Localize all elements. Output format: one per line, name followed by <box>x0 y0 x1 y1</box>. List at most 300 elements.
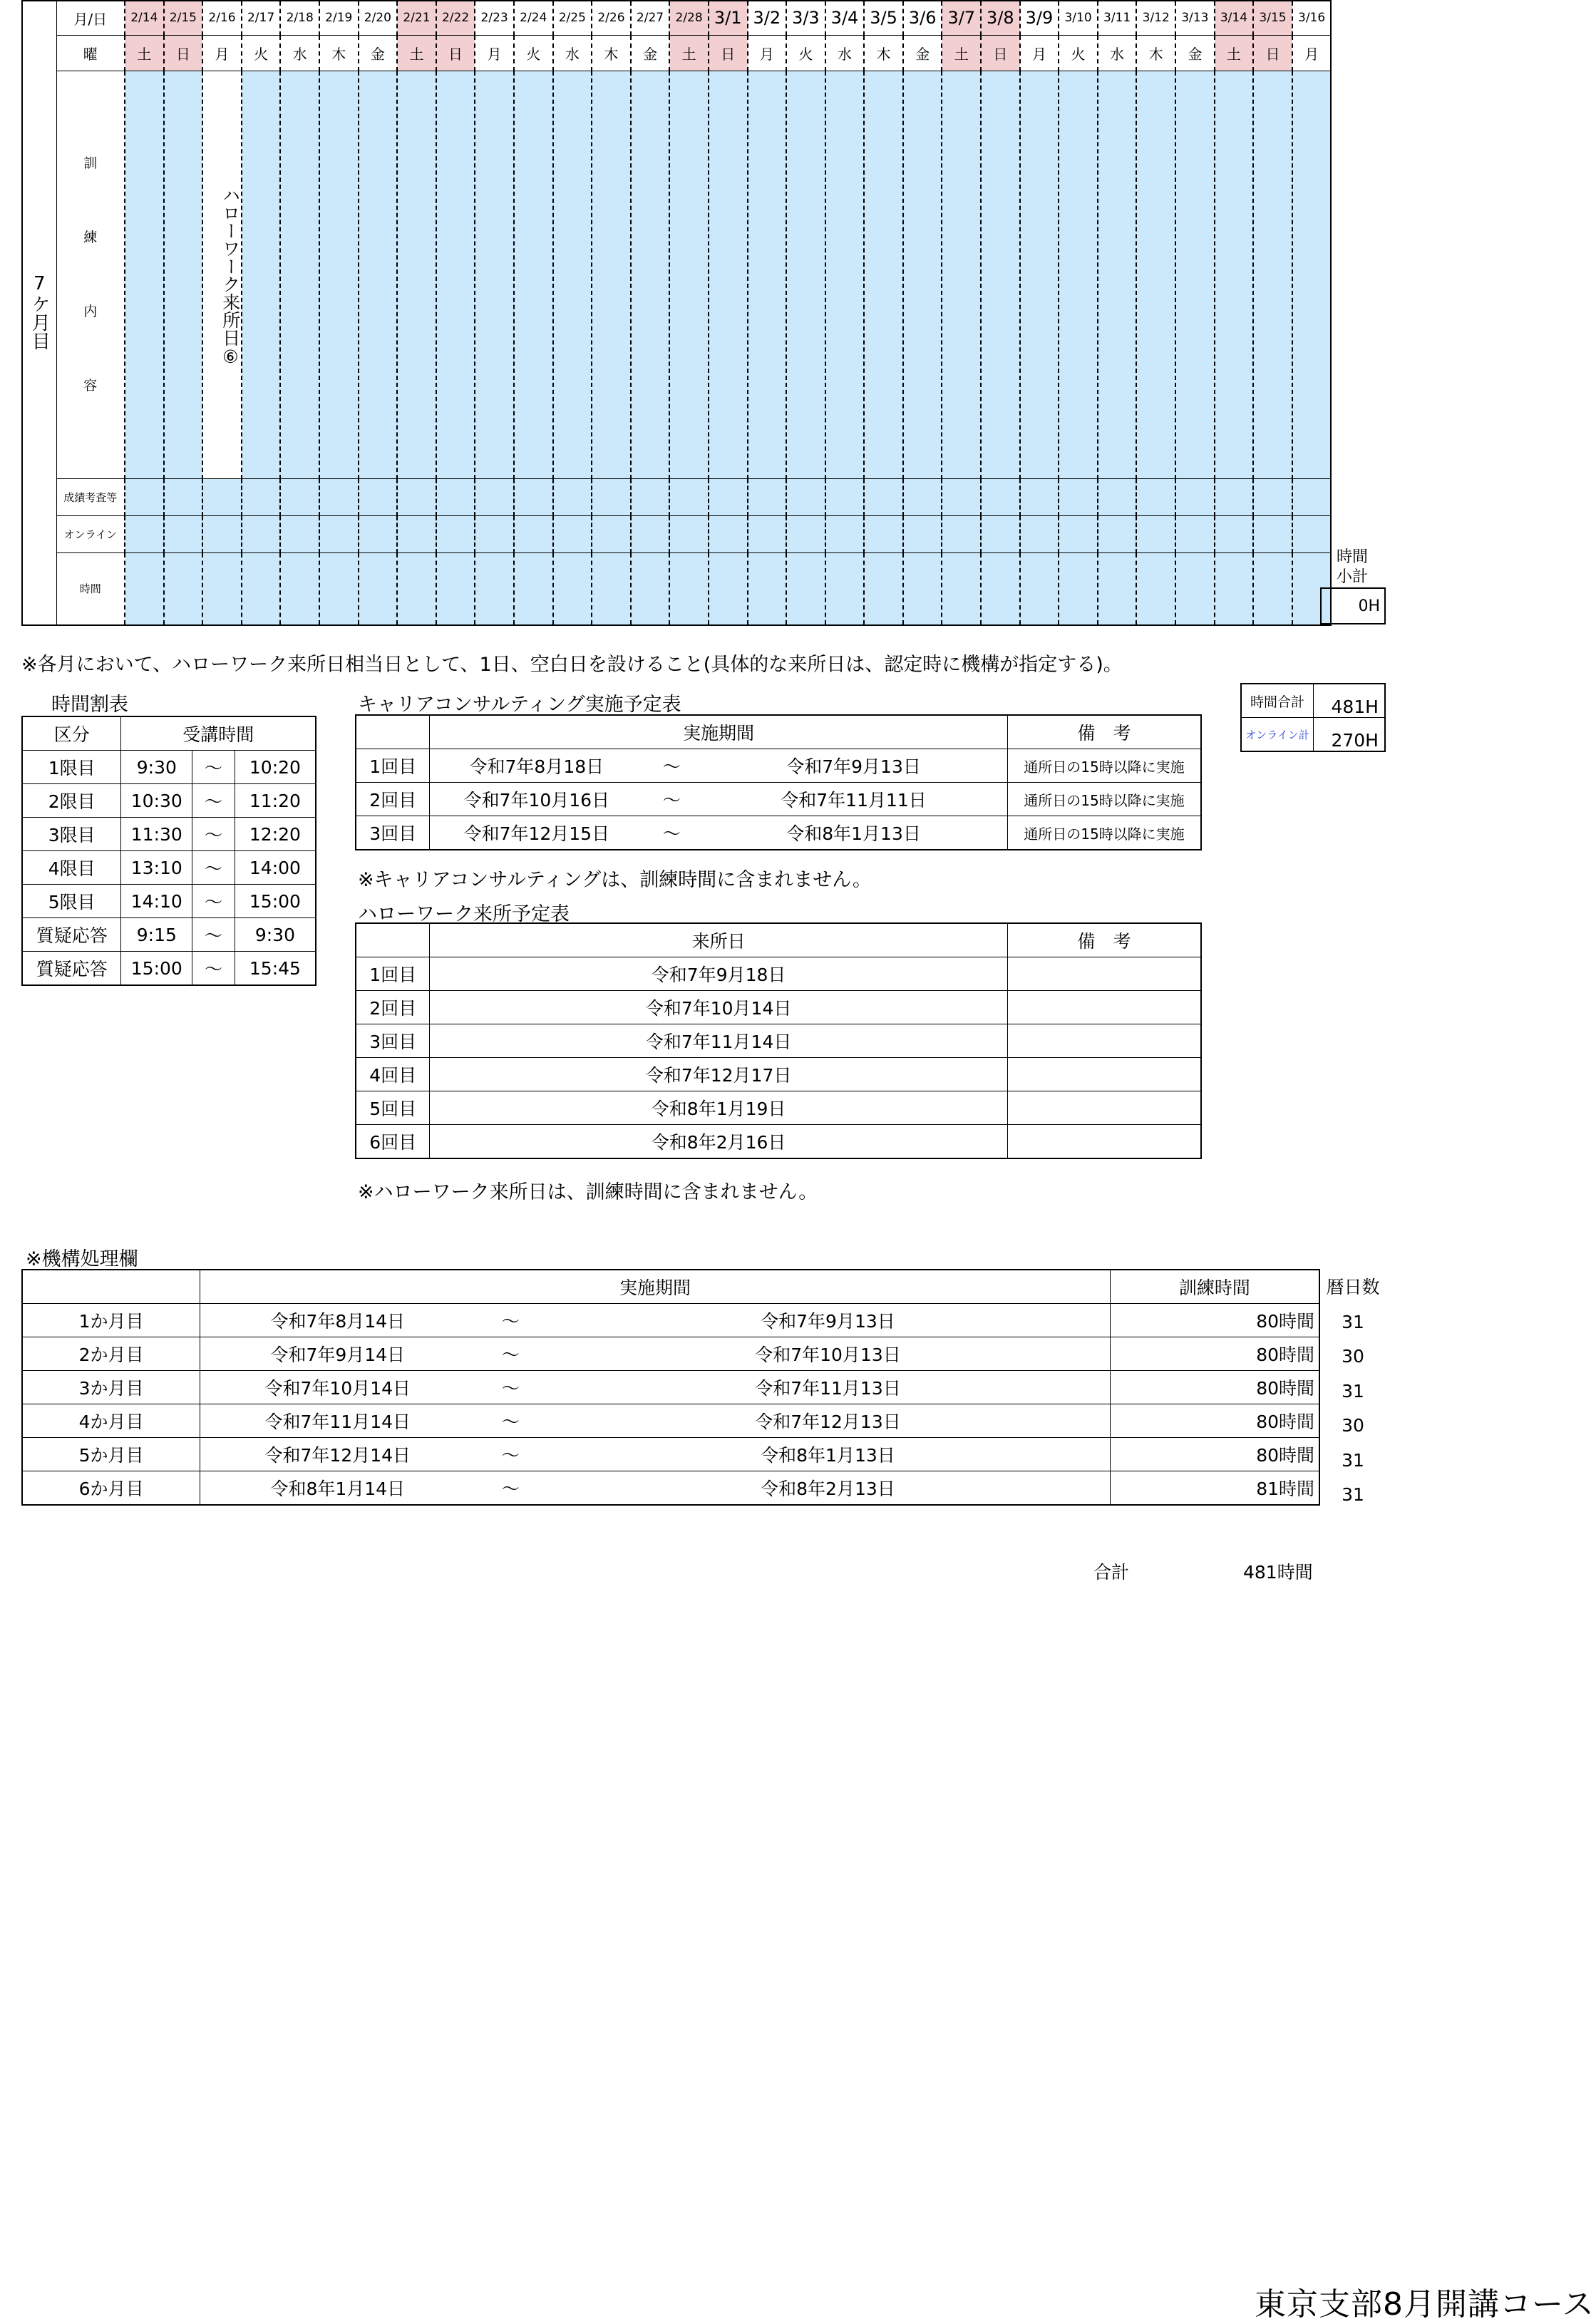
org-header-blank <box>22 1270 200 1304</box>
timetable-cell: 4限目 <box>22 851 121 885</box>
date-cell: 2/26 <box>592 1 631 35</box>
weekday-cell: 木 <box>1136 35 1175 71</box>
weekday-cell: 水 <box>280 35 319 71</box>
weekday-cell: 土 <box>125 35 164 71</box>
hours-cell <box>748 552 787 625</box>
org-cell: ～ <box>475 1337 546 1371</box>
grades-cell <box>631 478 670 515</box>
timetable-cell: ～ <box>192 818 235 851</box>
timetable-cell: 15:00 <box>235 885 316 918</box>
date-cell: 2/17 <box>242 1 281 35</box>
hellowork-cell <box>1007 957 1201 991</box>
online-cell <box>514 515 553 552</box>
grand-total-value: 481時間 <box>1243 1562 1313 1583</box>
grades-cell <box>514 478 553 515</box>
date-cell: 2/14 <box>125 1 164 35</box>
grades-cell <box>1253 478 1292 515</box>
date-cell: 3/7 <box>942 1 981 35</box>
org-cell: 81時間 <box>1110 1471 1319 1506</box>
content-row-label <box>56 71 125 478</box>
hellowork-cell: 3回目 <box>356 1024 430 1058</box>
online-cell <box>202 515 242 552</box>
online-cell <box>903 515 942 552</box>
date-cell: 2/23 <box>475 1 514 35</box>
consulting-note: ※キャリアコンサルティングは、訓練時間に含まれません。 <box>358 869 872 891</box>
calendar-days-value: 31 <box>1342 1380 1364 1402</box>
hellowork-row <box>356 957 1201 991</box>
date-cell: 3/4 <box>825 1 865 35</box>
hellowork-row <box>356 1091 1201 1125</box>
hours-cell <box>981 552 1020 625</box>
date-cell: 2/27 <box>631 1 670 35</box>
grades-cell <box>825 478 865 515</box>
calendar-days-value: 30 <box>1342 1415 1364 1436</box>
subtotal-value: 0H <box>1320 587 1386 624</box>
hours-cell <box>1175 552 1215 625</box>
hours-cell <box>475 552 514 625</box>
consulting-cell: ～ <box>643 816 700 850</box>
grades-cell <box>903 478 942 515</box>
note-top: ※各月において、ハローワーク来所日相当日として、1日、空白日を設けること(具体的な来所日は、認定時に機構が指定する)。 <box>21 654 1123 676</box>
consulting-cell: 通所日の15時以降に実施 <box>1007 816 1201 850</box>
org-cell: 令和7年10月14日 <box>200 1371 475 1404</box>
grades-cell <box>397 478 436 515</box>
org-title: ※機構処理欄 <box>26 1248 138 1270</box>
consulting-cell: 令和7年10月16日 <box>430 783 643 816</box>
weekday-cell: 金 <box>359 35 398 71</box>
weekday-cell: 土 <box>397 35 436 71</box>
hellowork-cell: 令和8年2月16日 <box>430 1125 1008 1159</box>
hellowork-note: ※ハローワーク来所日は、訓練時間に含まれません。 <box>358 1181 818 1203</box>
consulting-header-blank <box>356 715 430 749</box>
consulting-cell: 通所日の15時以降に実施 <box>1007 783 1201 816</box>
hours-cell <box>709 552 748 625</box>
hours-cell <box>942 552 981 625</box>
online-cell <box>981 515 1020 552</box>
grades-cell <box>709 478 748 515</box>
total-hours-label: 時間合計 <box>1241 684 1314 718</box>
org-cell: 80時間 <box>1110 1304 1319 1337</box>
hours-cell <box>1098 552 1137 625</box>
online-cell <box>319 515 359 552</box>
org-cell: 80時間 <box>1110 1438 1319 1471</box>
training-content-cell <box>553 71 592 478</box>
course-footer: 東京支部8月開講コース <box>1255 2286 1595 2323</box>
timetable-cell: ～ <box>192 885 235 918</box>
grades-cell <box>748 478 787 515</box>
org-cell: 4か月目 <box>22 1404 200 1438</box>
org-cell: 令和8年1月13日 <box>546 1438 1110 1471</box>
date-cell: 3/8 <box>981 1 1020 35</box>
subtotal-label: 時間 小計 <box>1336 548 1368 586</box>
org-cell: 6か月目 <box>22 1471 200 1506</box>
grades-cell <box>202 478 242 515</box>
hours-cell <box>514 552 553 625</box>
org-cell: 令和7年10月13日 <box>546 1337 1110 1371</box>
timetable-title: 時間割表 <box>51 694 128 716</box>
consulting-cell: ～ <box>643 749 700 783</box>
date-cell: 2/25 <box>553 1 592 35</box>
timetable-cell: 3限目 <box>22 818 121 851</box>
hellowork-title: ハローワーク来所予定表 <box>358 903 570 925</box>
grades-cell <box>1292 478 1332 515</box>
online-cell <box>125 515 164 552</box>
hours-cell <box>592 552 631 625</box>
hellowork-row <box>356 1058 1201 1091</box>
content-row <box>22 71 1331 478</box>
timetable-cell: ～ <box>192 952 235 986</box>
training-content-cell <box>125 71 164 478</box>
consulting-cell: 1回目 <box>356 749 430 783</box>
date-cell: 3/15 <box>1253 1 1292 35</box>
hours-cell <box>825 552 865 625</box>
online-cell <box>669 515 709 552</box>
online-cell <box>709 515 748 552</box>
training-content-cell <box>1175 71 1215 478</box>
hours-summary <box>1240 683 1386 752</box>
online-cell <box>475 515 514 552</box>
timetable-row <box>22 918 316 952</box>
online-row <box>22 515 1331 552</box>
date-cell: 3/5 <box>864 1 903 35</box>
training-content-cell <box>1020 71 1059 478</box>
training-content-cell <box>903 71 942 478</box>
hours-cell <box>242 552 281 625</box>
timetable-cell: 14:10 <box>121 885 192 918</box>
consulting-header <box>356 715 1201 749</box>
grades-cell <box>786 478 825 515</box>
date-cell: 3/11 <box>1098 1 1137 35</box>
org-row <box>22 1438 1319 1471</box>
online-cell <box>164 515 203 552</box>
weekday-row <box>22 35 1331 71</box>
weekday-cell: 日 <box>164 35 203 71</box>
training-content-cell <box>864 71 903 478</box>
training-content-cell <box>397 71 436 478</box>
timetable-row <box>22 885 316 918</box>
date-cell: 2/19 <box>319 1 359 35</box>
consulting-row <box>356 816 1201 850</box>
grades-row <box>22 478 1331 515</box>
org-cell: ～ <box>475 1404 546 1438</box>
weekday-cell: 水 <box>553 35 592 71</box>
hours-row <box>22 552 1331 625</box>
org-cell: 令和7年8月14日 <box>200 1304 475 1337</box>
timetable-cell: 14:00 <box>235 851 316 885</box>
training-content-cell <box>436 71 475 478</box>
weekday-cell: 日 <box>981 35 1020 71</box>
grades-cell <box>242 478 281 515</box>
timetable-cell: 質疑応答 <box>22 918 121 952</box>
consulting-header-period: 実施期間 <box>430 715 1008 749</box>
grades-cell <box>359 478 398 515</box>
training-content-cell <box>1059 71 1098 478</box>
grades-cell <box>475 478 514 515</box>
timetable-cell: ～ <box>192 851 235 885</box>
hours-cell <box>164 552 203 625</box>
org-row <box>22 1304 1319 1337</box>
hellowork-day-cell: ハローワーク来所日⑥ <box>202 71 242 478</box>
weekday-cell: 月 <box>1020 35 1059 71</box>
timetable <box>21 716 316 986</box>
timetable-cell: ～ <box>192 918 235 952</box>
grades-cell <box>864 478 903 515</box>
training-content-cell <box>1253 71 1292 478</box>
date-cell: 2/22 <box>436 1 475 35</box>
hellowork-row <box>356 1125 1201 1159</box>
hellowork-cell: 1回目 <box>356 957 430 991</box>
days-header: 暦日数 <box>1326 1277 1380 1297</box>
org-cell: ～ <box>475 1438 546 1471</box>
grades-cell <box>1020 478 1059 515</box>
hours-cell <box>1020 552 1059 625</box>
hellowork-cell: 2回目 <box>356 991 430 1024</box>
month-label: 7ケ月目 <box>22 1 56 625</box>
weekday-row-label: 曜 <box>56 35 125 71</box>
hellowork-cell <box>1007 1024 1201 1058</box>
grades-cell <box>1175 478 1215 515</box>
weekday-cell: 火 <box>786 35 825 71</box>
date-cell: 3/2 <box>748 1 787 35</box>
training-content-cell <box>475 71 514 478</box>
training-content-cell <box>319 71 359 478</box>
weekday-cell: 金 <box>1175 35 1215 71</box>
consulting-cell: 令和7年9月13日 <box>700 749 1007 783</box>
grades-cell <box>1136 478 1175 515</box>
weekday-cell: 土 <box>1215 35 1254 71</box>
weekday-cell: 木 <box>319 35 359 71</box>
training-content-cell <box>786 71 825 478</box>
org-cell: 2か月目 <box>22 1337 200 1371</box>
weekday-cell: 月 <box>475 35 514 71</box>
weekday-cell: 土 <box>669 35 709 71</box>
hours-cell <box>319 552 359 625</box>
online-cell <box>592 515 631 552</box>
timetable-row <box>22 751 316 784</box>
weekday-cell: 月 <box>1292 35 1332 71</box>
org-cell: 5か月目 <box>22 1438 200 1471</box>
content-label-1: 訓 <box>83 155 98 171</box>
date-cell: 2/24 <box>514 1 553 35</box>
timetable-cell: 15:45 <box>235 952 316 986</box>
online-cell <box>1098 515 1137 552</box>
online-cell <box>786 515 825 552</box>
grades-cell <box>319 478 359 515</box>
date-cell: 3/3 <box>786 1 825 35</box>
weekday-cell: 木 <box>864 35 903 71</box>
training-content-cell <box>631 71 670 478</box>
hellowork-cell <box>1007 1058 1201 1091</box>
consulting-cell: 令和7年11月11日 <box>700 783 1007 816</box>
timetable-cell: 9:15 <box>121 918 192 952</box>
hellowork-row <box>356 991 1201 1024</box>
hellowork-cell: 令和8年1月19日 <box>430 1091 1008 1125</box>
weekday-cell: 土 <box>942 35 981 71</box>
consulting-cell: 令和7年12月15日 <box>430 816 643 850</box>
timetable-cell: 9:30 <box>121 751 192 784</box>
date-cell: 3/14 <box>1215 1 1254 35</box>
training-content-cell <box>981 71 1020 478</box>
calendar-days-value: 31 <box>1342 1449 1364 1471</box>
hellowork-cell: 令和7年9月18日 <box>430 957 1008 991</box>
org-row <box>22 1337 1319 1371</box>
hellowork-header-date: 来所日 <box>430 923 1008 957</box>
hours-cell <box>631 552 670 625</box>
online-cell <box>631 515 670 552</box>
date-cell: 2/15 <box>164 1 203 35</box>
weekday-cell: 火 <box>514 35 553 71</box>
consulting-cell: 令和7年8月18日 <box>430 749 643 783</box>
training-content-cell <box>242 71 281 478</box>
online-cell <box>748 515 787 552</box>
org-header-period: 実施期間 <box>200 1270 1111 1304</box>
hours-cell <box>202 552 242 625</box>
timetable-cell: 11:30 <box>121 818 192 851</box>
online-hours-label: オンライン計 <box>1241 718 1314 752</box>
weekday-cell: 月 <box>748 35 787 71</box>
online-cell <box>280 515 319 552</box>
hellowork-header-remarks: 備 考 <box>1007 923 1201 957</box>
date-cell: 3/9 <box>1020 1 1059 35</box>
consulting-row <box>356 783 1201 816</box>
online-cell <box>1215 515 1254 552</box>
online-cell <box>553 515 592 552</box>
online-hours-value: 270H <box>1314 718 1386 752</box>
date-cell: 2/28 <box>669 1 709 35</box>
timetable-header-time: 受講時間 <box>121 716 316 751</box>
hours-row-label: 時間 <box>56 552 125 625</box>
timetable-cell: 9:30 <box>235 918 316 952</box>
online-cell <box>1020 515 1059 552</box>
hellowork-cell <box>1007 1125 1201 1159</box>
org-cell: 80時間 <box>1110 1337 1319 1371</box>
online-cell <box>397 515 436 552</box>
online-cell <box>242 515 281 552</box>
hellowork-cell: 5回目 <box>356 1091 430 1125</box>
date-cell: 2/21 <box>397 1 436 35</box>
org-row <box>22 1404 1319 1438</box>
date-cell: 2/18 <box>280 1 319 35</box>
grades-cell <box>125 478 164 515</box>
timetable-header-category: 区分 <box>22 716 121 751</box>
grades-row-label: 成績考査等 <box>56 478 125 515</box>
timetable-cell: 12:20 <box>235 818 316 851</box>
training-content-cell <box>1292 71 1332 478</box>
hours-cell <box>125 552 164 625</box>
org-cell: 令和7年11月13日 <box>546 1371 1110 1404</box>
date-row-label: 月/日 <box>56 1 125 35</box>
hours-cell <box>359 552 398 625</box>
hellowork-cell <box>1007 991 1201 1024</box>
weekday-cell: 金 <box>631 35 670 71</box>
consulting-header-remarks: 備 考 <box>1007 715 1201 749</box>
weekday-cell: 日 <box>436 35 475 71</box>
weekday-cell: 日 <box>709 35 748 71</box>
org-row <box>22 1471 1319 1506</box>
date-cell: 2/20 <box>359 1 398 35</box>
hellowork-cell <box>1007 1091 1201 1125</box>
grades-cell <box>1215 478 1254 515</box>
hours-cell <box>786 552 825 625</box>
training-content-cell <box>592 71 631 478</box>
training-content-cell <box>748 71 787 478</box>
date-row <box>22 1 1331 35</box>
grades-cell <box>1059 478 1098 515</box>
training-content-cell <box>942 71 981 478</box>
hellowork-row <box>356 1024 1201 1058</box>
grades-cell <box>553 478 592 515</box>
date-cell: 3/12 <box>1136 1 1175 35</box>
consulting-cell: ～ <box>643 783 700 816</box>
hours-cell <box>669 552 709 625</box>
hellowork-header-blank <box>356 923 430 957</box>
consulting-table <box>355 714 1202 850</box>
date-cell: 3/13 <box>1175 1 1215 35</box>
org-cell: 令和8年1月14日 <box>200 1471 475 1506</box>
date-cell: 2/16 <box>202 1 242 35</box>
timetable-cell: 質疑応答 <box>22 952 121 986</box>
timetable-cell: 11:20 <box>235 784 316 818</box>
online-cell <box>1175 515 1215 552</box>
consulting-title: キャリアコンサルティング実施予定表 <box>358 694 681 716</box>
org-cell: 令和7年9月14日 <box>200 1337 475 1371</box>
hours-cell <box>1215 552 1254 625</box>
consulting-cell: 2回目 <box>356 783 430 816</box>
online-cell <box>359 515 398 552</box>
grades-cell <box>1098 478 1137 515</box>
online-cell <box>1253 515 1292 552</box>
org-cell: 令和8年2月13日 <box>546 1471 1110 1506</box>
training-content-cell <box>359 71 398 478</box>
content-label-2: 練 <box>83 230 98 245</box>
training-content-cell <box>1098 71 1137 478</box>
weekday-cell: 月 <box>202 35 242 71</box>
hellowork-header <box>356 923 1201 957</box>
training-calendar <box>21 0 1332 626</box>
timetable-cell: 2限目 <box>22 784 121 818</box>
weekday-cell: 火 <box>1059 35 1098 71</box>
timetable-cell: 10:30 <box>121 784 192 818</box>
grades-cell <box>981 478 1020 515</box>
grades-cell <box>164 478 203 515</box>
date-cell: 3/10 <box>1059 1 1098 35</box>
consulting-cell: 通所日の15時以降に実施 <box>1007 749 1201 783</box>
date-cell: 3/1 <box>709 1 748 35</box>
hours-cell <box>553 552 592 625</box>
grades-cell <box>592 478 631 515</box>
content-label-4: 容 <box>83 378 98 394</box>
consulting-cell: 3回目 <box>356 816 430 850</box>
training-content-cell <box>709 71 748 478</box>
grades-cell <box>669 478 709 515</box>
training-content-cell <box>164 71 203 478</box>
content-label-3: 内 <box>83 304 98 319</box>
org-cell: 3か月目 <box>22 1371 200 1404</box>
online-cell <box>436 515 475 552</box>
timetable-header <box>22 716 316 751</box>
date-cell: 3/6 <box>903 1 942 35</box>
hellowork-table <box>355 922 1202 1159</box>
org-header <box>22 1270 1319 1304</box>
hours-cell <box>1059 552 1098 625</box>
timetable-cell: 5限目 <box>22 885 121 918</box>
date-cell: 3/16 <box>1292 1 1332 35</box>
hellowork-cell: 6回目 <box>356 1125 430 1159</box>
org-header-hours: 訓練時間 <box>1110 1270 1319 1304</box>
hours-cell <box>436 552 475 625</box>
org-cell: ～ <box>475 1471 546 1506</box>
calendar-days-column <box>1320 1269 1386 1513</box>
